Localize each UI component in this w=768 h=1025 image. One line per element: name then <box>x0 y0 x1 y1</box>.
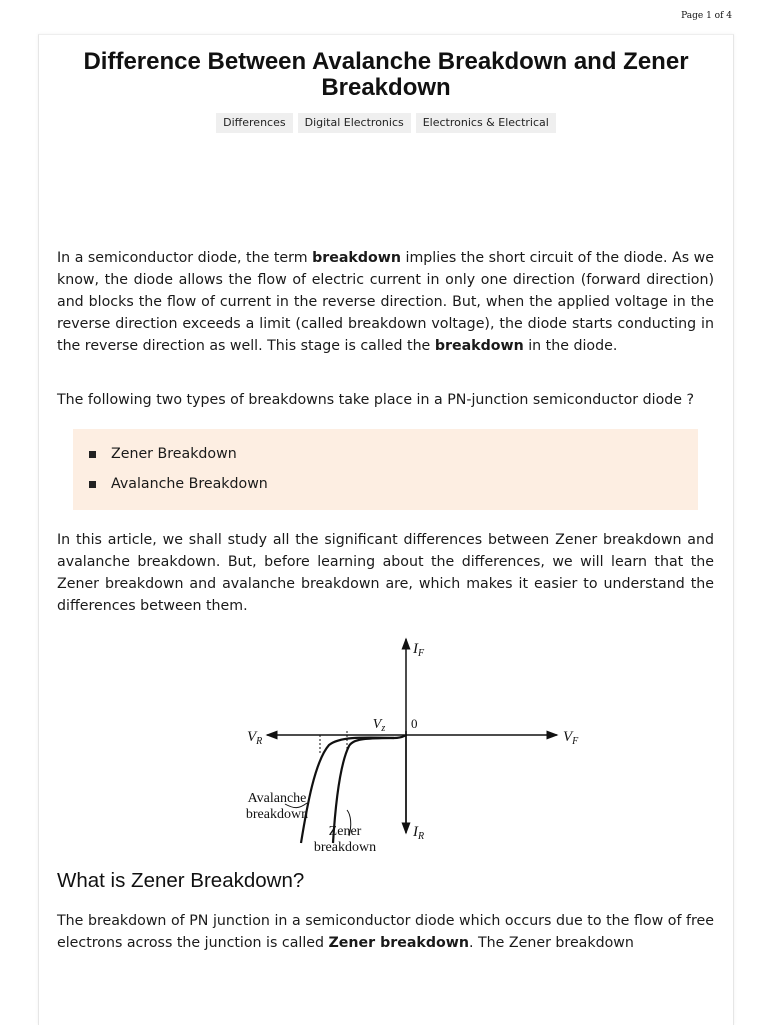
zener-paragraph <box>57 910 714 954</box>
zener-text-1: The breakdown of PN junction in a semiconductor diode which occurs due to the flow of free electrons across the junction is called <box>57 913 714 951</box>
zener-label-line2: breakdown <box>313 840 377 855</box>
zener-label-line1: Zener <box>328 824 362 839</box>
intro-bold-1: breakdown <box>312 250 401 266</box>
vi-characteristics-figure <box>189 631 589 855</box>
list-item: Avalanche Breakdown <box>89 473 698 495</box>
vr-label: $V_R$ <box>247 729 263 747</box>
tag-list <box>39 113 733 133</box>
types-intro-paragraph <box>57 389 714 411</box>
zener-text-2: . The Zener breakdown <box>468 935 634 951</box>
types-intro-text: The following two types of breakdowns take place in a PN-junction semiconductor diode ? <box>57 392 695 408</box>
tag-electronics-electrical[interactable]: Electronics & Electrical <box>416 113 556 133</box>
page-number: Page 1 of 4 <box>681 11 732 21</box>
article-paragraph-text: In this article, we shall study all the significant differences between Zener breakdown and avalanche breakdown. But, before learning about the differences, we will learn that the Zener breakdown and avalanche breakdown are, which makes it easier to understand the differences between them. <box>57 532 714 614</box>
avalanche-label-line1: Avalanche <box>247 791 307 806</box>
vz-label: $V_z$ <box>372 717 386 734</box>
article-title: Difference Between Avalanche Breakdown and Zener Breakdown <box>83 48 689 101</box>
tag-digital-electronics[interactable]: Digital Electronics <box>298 113 411 133</box>
article-paragraph <box>57 529 714 617</box>
article-sheet <box>38 34 734 1025</box>
tag-differences[interactable]: Differences <box>216 113 292 133</box>
ir-label: $I_R$ <box>413 824 425 842</box>
intro-paragraph <box>57 247 714 357</box>
if-label: $I_F$ <box>413 641 425 659</box>
intro-text-1: In a semiconductor diode, the term <box>57 250 313 266</box>
intro-text-3: in the diode. <box>523 338 618 354</box>
intro-bold-2: breakdown <box>434 338 524 354</box>
breakdown-types-list <box>73 429 698 495</box>
origin-label: 0 <box>411 716 418 731</box>
section-heading-zener: What is Zener Breakdown? <box>57 869 305 892</box>
avalanche-label-line2: breakdown <box>245 807 309 822</box>
breakdown-types-box <box>73 429 698 510</box>
zener-bold-1: Zener breakdown <box>328 935 469 951</box>
vf-label: $V_F$ <box>563 729 579 747</box>
list-item: Zener Breakdown <box>89 443 698 465</box>
vi-characteristics-diagram <box>189 631 589 855</box>
intro-text-2: implies the short circuit of the diode. As we know, the diode allows the flow of electric current in only one direction (forward direction) and blocks the flow of current in the reverse direction. But, when the applied voltage in the reverse direction exceeds a limit (called breakdown voltage), the diode starts conducting in the reverse direction as well. This stage is called the <box>57 250 714 354</box>
